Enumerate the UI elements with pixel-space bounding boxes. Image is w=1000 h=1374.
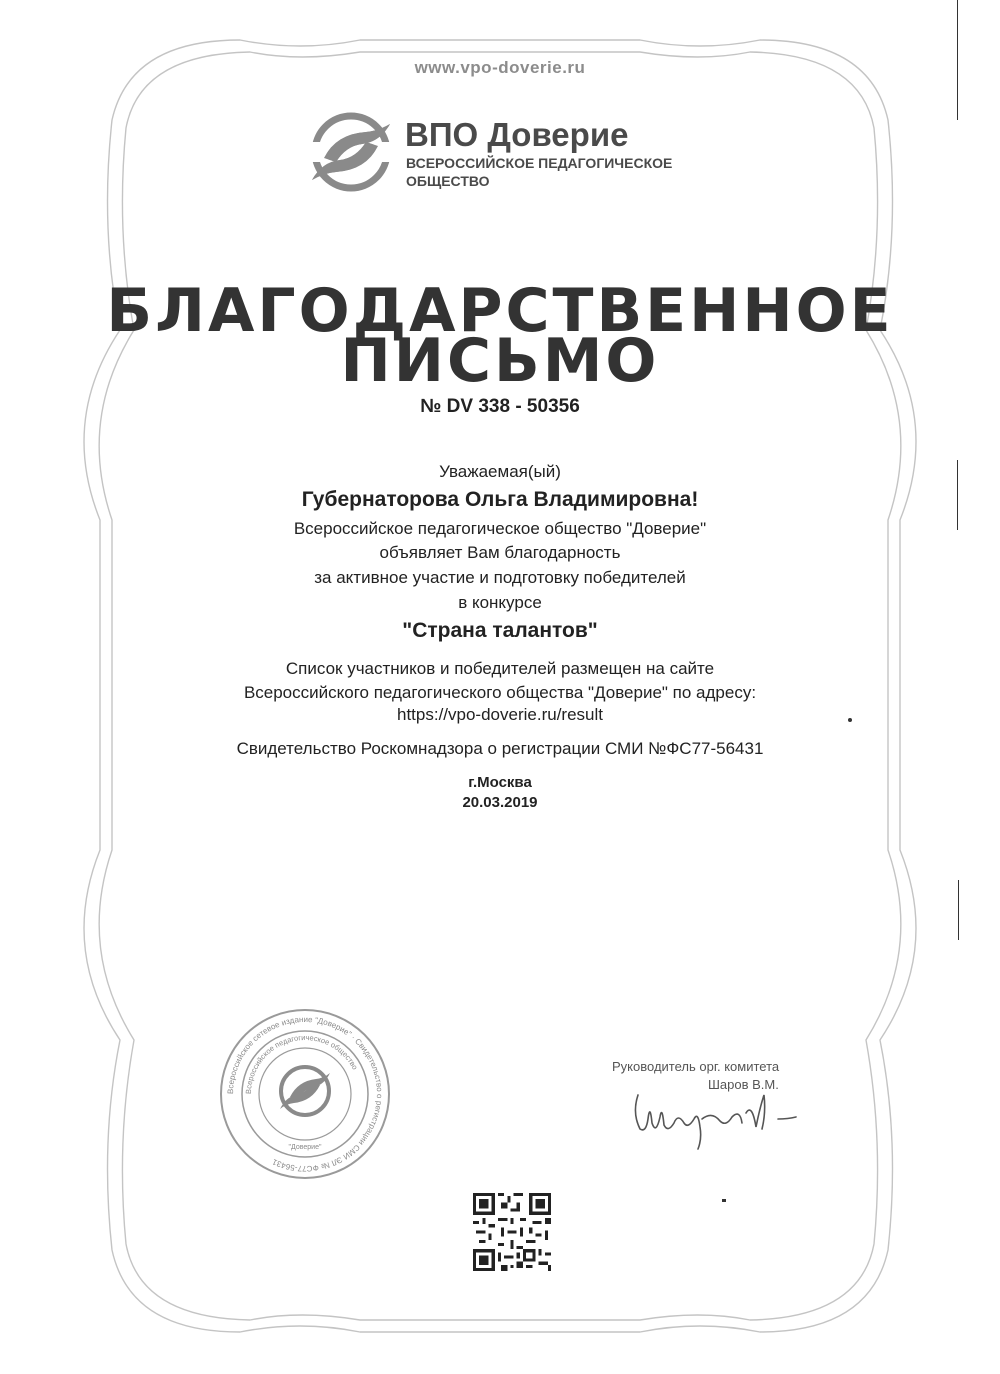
body-text: объявляет Вам благодарность — [379, 543, 621, 562]
document-title: БЛАГОДАРСТВЕННОЕ — [106, 276, 894, 346]
website-url: www.vpo-doverie.ru — [414, 58, 586, 77]
document-title: ПИСЬМО — [340, 326, 660, 396]
brand-name: ВПО Доверие — [405, 116, 629, 153]
body-text: в конкурсе — [458, 593, 542, 612]
letter-number: № DV 338 - 50356 — [420, 396, 580, 417]
official-seal — [218, 1007, 392, 1181]
seal-outer-text: Всероссийское сетевое издание "Доверие" · Свидетельство о регистрации СМИ ЭЛ № ФС77-56431 — [225, 1014, 385, 1174]
salutation: Уважаемая(ый) — [439, 462, 561, 481]
recipient-name: Губернаторова Ольга Владимировна! — [301, 488, 699, 511]
contest-name: "Страна талантов" — [402, 619, 598, 642]
body-text: Всероссийского педагогического общества "Доверие" по адресу: — [243, 683, 757, 702]
date: 20.03.2019 — [462, 794, 538, 811]
registration-info: Свидетельство Роскомнадзора о регистрации СМИ №ФС77-56431 — [236, 739, 764, 758]
signatory-name: Шаров В.М. — [708, 1077, 779, 1092]
scan-edge-mark — [958, 880, 959, 940]
brand-subtitle — [406, 154, 726, 190]
seal-center-text: "Доверие" — [288, 1144, 322, 1151]
handwritten-signature — [628, 1083, 813, 1163]
body-text: Список участников и победителей размещен на сайте — [285, 659, 715, 678]
body-text: Всероссийское педагогическое общество "Доверие" — [293, 519, 707, 538]
brand-subtitle-line: ОБЩЕСТВО — [406, 173, 490, 189]
brand-subtitle-line: ВСЕРОССИЙСКОЕ ПЕДАГОГИЧЕСКОЕ — [406, 155, 673, 171]
qr-code — [473, 1193, 551, 1271]
results-url: https://vpo-doverie.ru/result — [397, 705, 603, 724]
signatory-title: Руководитель орг. комитета — [612, 1059, 780, 1074]
scan-dot — [722, 1199, 726, 1202]
body-text: за активное участие и подготовку победителей — [314, 568, 686, 587]
seal-inner-text: Всероссийское педагогическое общество — [243, 1032, 360, 1095]
doverie-logo-icon — [306, 112, 396, 192]
city: г.Москва — [468, 774, 532, 791]
